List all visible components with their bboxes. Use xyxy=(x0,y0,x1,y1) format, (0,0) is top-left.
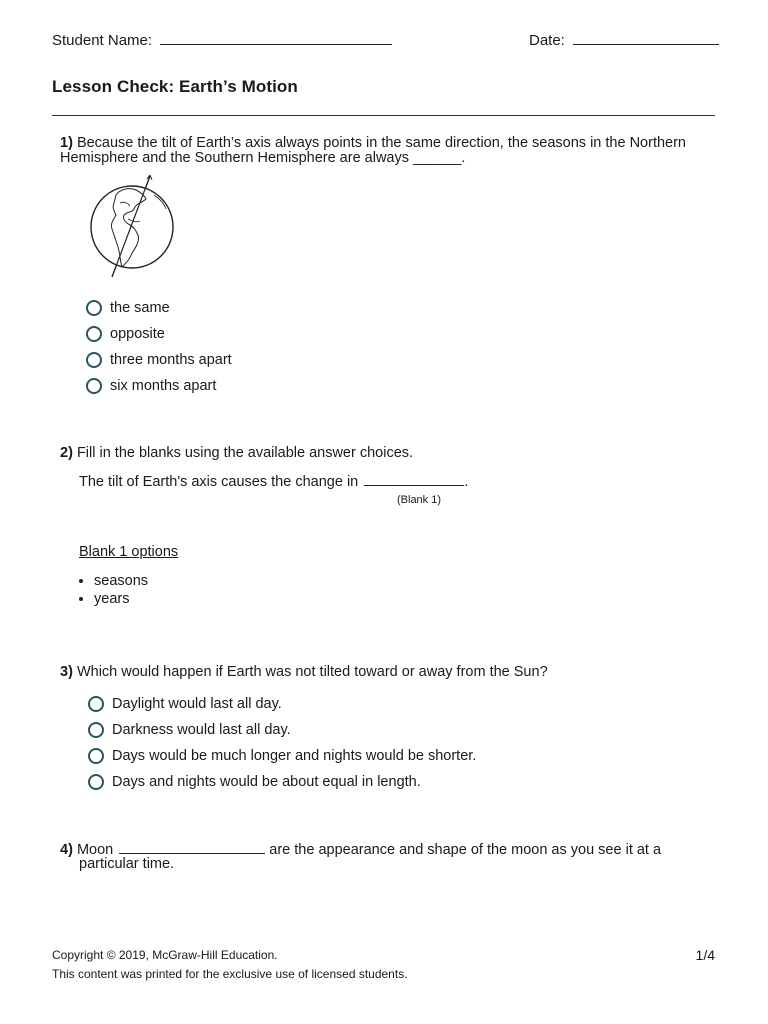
page-number: 1/4 xyxy=(695,947,715,963)
blank-option-label: seasons xyxy=(94,573,149,589)
question-2 xyxy=(60,446,413,461)
question-4-number: 4) xyxy=(60,842,73,858)
question-2-number: 2) xyxy=(60,445,73,461)
blank-option-label: years xyxy=(94,591,130,607)
question-1-option[interactable] xyxy=(86,350,232,370)
date-label: Date: xyxy=(529,32,565,49)
question-3-option[interactable] xyxy=(88,772,476,792)
option-label: Days would be much longer and nights would be shorter. xyxy=(112,748,477,764)
question-3-text: Which would happen if Earth was not tilted toward or away from the Sun? xyxy=(76,664,548,680)
radio-button[interactable] xyxy=(86,300,102,316)
radio-button[interactable] xyxy=(88,696,104,712)
option-label: the same xyxy=(110,300,170,316)
option-label: opposite xyxy=(110,326,165,342)
student-name-row xyxy=(52,32,392,49)
date-row xyxy=(529,32,719,49)
radio-button[interactable] xyxy=(86,378,102,394)
bullet xyxy=(79,597,83,601)
option-label: six months apart xyxy=(110,378,217,394)
question-1-option[interactable] xyxy=(86,298,232,318)
question-4-text-before: Moon xyxy=(76,842,114,858)
copyright-text: Copyright © 2019, McGraw-Hill Education. xyxy=(52,948,278,962)
option-label: Days and nights would be about equal in length. xyxy=(112,774,421,790)
option-label: Darkness would last all day. xyxy=(112,722,291,738)
earth-globe-icon xyxy=(84,173,180,281)
blank-1-field[interactable] xyxy=(364,485,464,486)
radio-button[interactable] xyxy=(88,722,104,738)
question-3-option[interactable] xyxy=(88,746,476,766)
question-1 xyxy=(60,136,720,166)
option-label: Daylight would last all day. xyxy=(112,696,282,712)
question-4-blank-field[interactable] xyxy=(119,853,265,854)
blank-1-caption: (Blank 1) xyxy=(397,494,442,506)
radio-button[interactable] xyxy=(88,748,104,764)
question-1-option[interactable] xyxy=(86,376,232,396)
sentence-end: . xyxy=(464,474,469,490)
license-notice: This content was printed for the exclusive use of licensed students. xyxy=(52,967,408,981)
question-3-option[interactable] xyxy=(88,720,476,740)
question-3-options xyxy=(88,694,476,792)
question-4-line2: particular time. xyxy=(79,856,175,872)
question-1-option[interactable] xyxy=(86,324,232,344)
question-2-sentence xyxy=(79,475,468,490)
question-2-text: Fill in the blanks using the available answer choices. xyxy=(76,445,414,461)
question-3-option[interactable] xyxy=(88,694,476,714)
blank-options-heading: Blank 1 options xyxy=(79,544,179,560)
date-field[interactable] xyxy=(573,44,719,45)
list-item xyxy=(79,572,148,590)
question-1-text: Because the tilt of Earth’s axis always points in the same direction, the seasons in the Northern Hemisphere and the Southern Hemisphere are always ______. xyxy=(60,135,686,166)
radio-button[interactable] xyxy=(86,352,102,368)
blank-options-list xyxy=(79,572,148,608)
student-name-label: Student Name: xyxy=(52,32,153,49)
radio-button[interactable] xyxy=(86,326,102,342)
radio-button[interactable] xyxy=(88,774,104,790)
list-item xyxy=(79,590,148,608)
question-1-number: 1) xyxy=(60,135,73,151)
question-3 xyxy=(60,665,548,680)
student-name-field[interactable] xyxy=(160,44,392,45)
question-1-options xyxy=(86,298,232,396)
question-3-number: 3) xyxy=(60,664,73,680)
title-divider xyxy=(52,115,715,116)
question-4-text-after: are the appearance and shape of the moon as you see it at a xyxy=(269,842,662,858)
option-label: three months apart xyxy=(110,352,232,368)
sentence-start: The tilt of Earth's axis causes the change in xyxy=(79,474,359,490)
bullet xyxy=(79,579,83,583)
page-title: Lesson Check: Earth’s Motion xyxy=(52,77,298,96)
